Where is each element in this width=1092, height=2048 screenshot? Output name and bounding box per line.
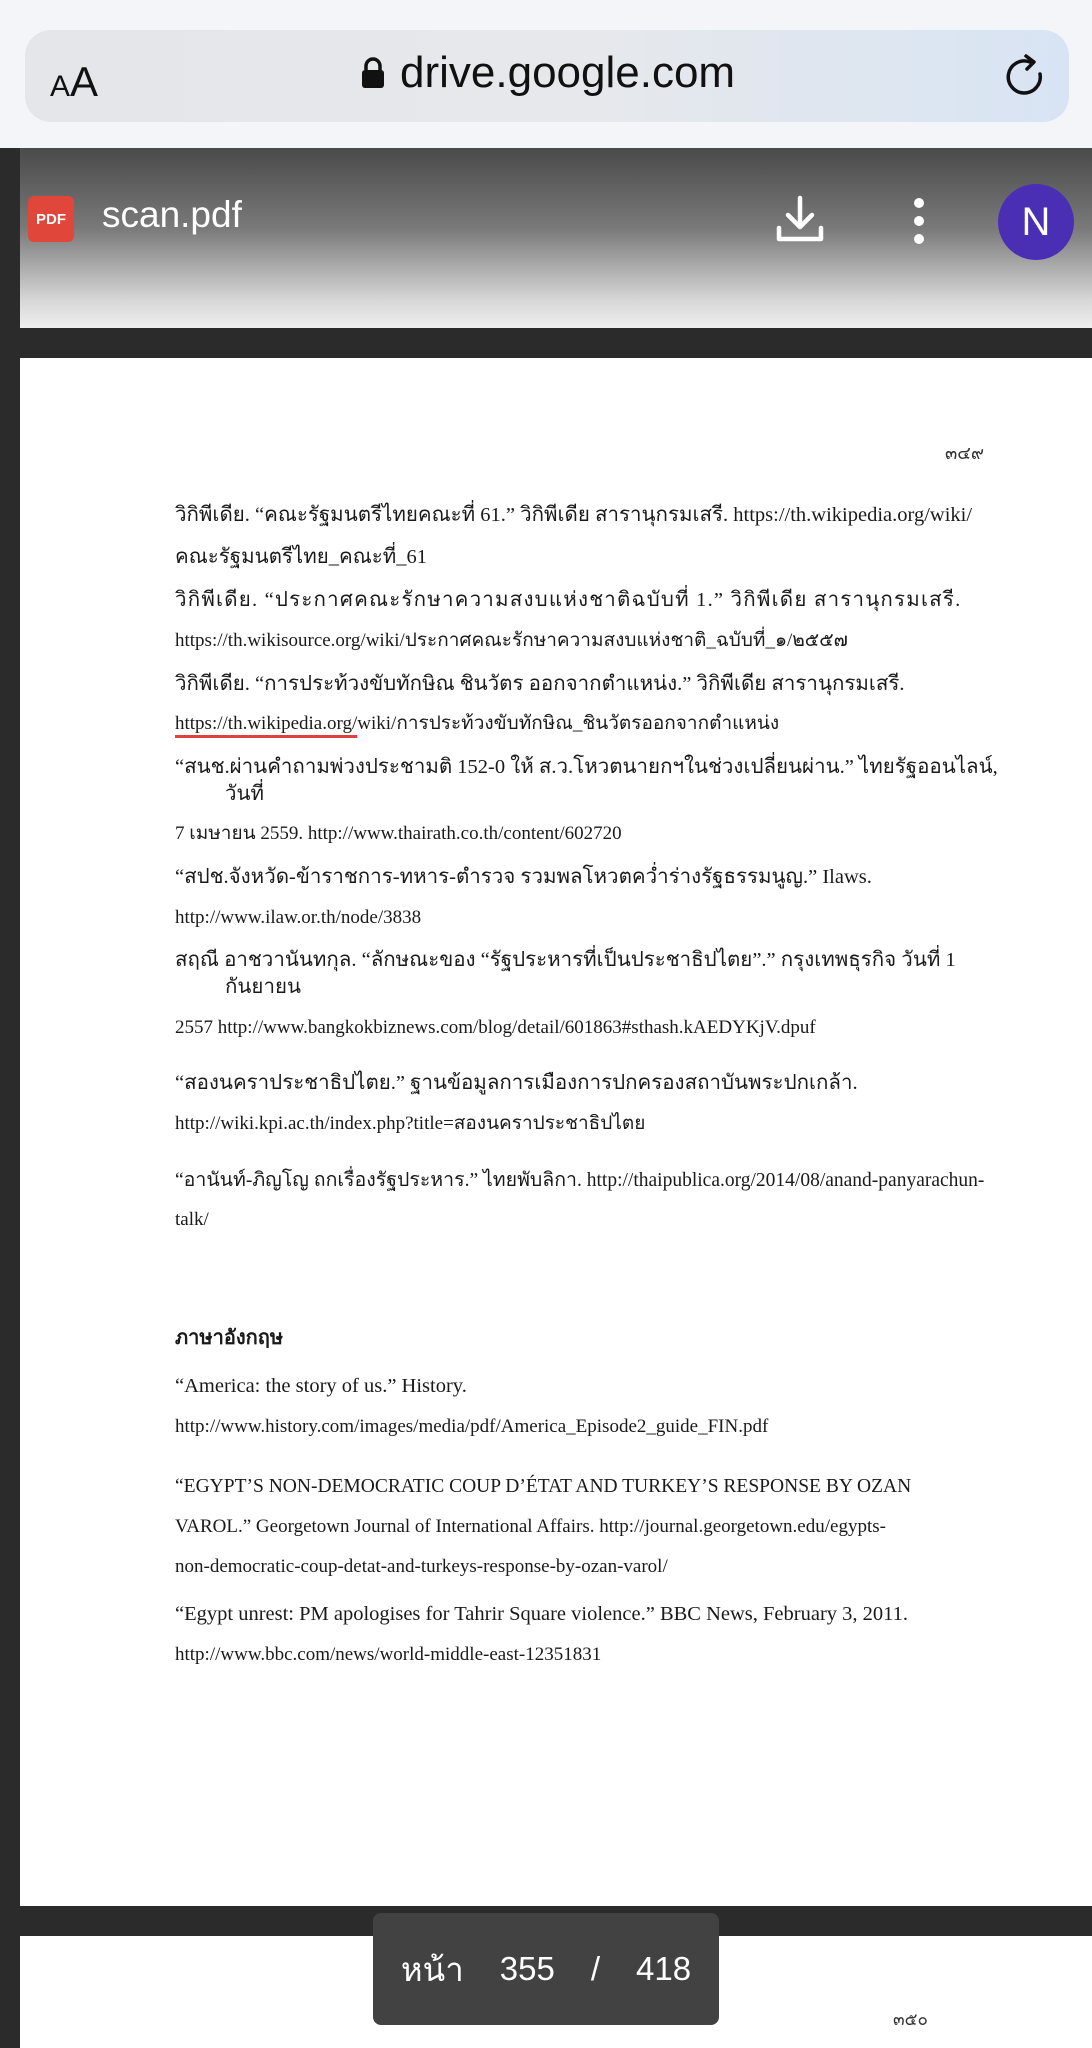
page-number: ๓๔๙ — [945, 443, 985, 463]
reference-list — [175, 502, 1015, 1668]
page-separator-slash: / — [590, 1950, 600, 1987]
lock-icon — [360, 56, 386, 90]
total-pages: 418 — [636, 1950, 692, 1987]
left-margin — [0, 148, 20, 2048]
pdf-page — [20, 358, 1092, 1906]
url-display[interactable] — [360, 48, 735, 98]
reference-entry: “America: the story of us.” History. http://www.history.com/images/media/pdf/America_Episode2_guide_FIN.pdf — [175, 1374, 769, 1437]
next-page-number: ๓๕๐ — [893, 2010, 928, 2029]
reference-entry: “สองนคราประชาธิปไตย.” ฐานข้อมูลการเมืองการปกครองสถาบันพระปกเกล้า. http://wiki.kpi.ac.th/index.php?title=สองนคราประชาธิปไตย — [175, 1072, 858, 1134]
download-icon[interactable] — [773, 192, 827, 246]
reference-entry: วิกิพีเดีย. “ประกาศคณะรักษาความสงบแห่งชาติฉบับที่ 1.” วิกิพีเดีย สารานุกรมเสรี. https://th.wikisource.org/wiki/ประกาศคณะรักษาความสงบแห่งชาติ_ฉบับที่_๑/๒๕๕๗ — [175, 589, 962, 651]
reference-entry: “สปช.จังหวัด-ข้าราชการ-ทหาร-ตำรวจ รวมพลโหวตคว่ำร่างรัฐธรรมนูญ.” Ilaws. http://www.ilaw.or.th/node/3838 — [175, 865, 872, 928]
reference-entry: วิกิพีเดีย. “คณะรัฐมนตรีไทยคณะที่ 61.” วิกิพีเดีย สารานุกรมเสรี. https://th.wikipedia.org/wiki/ คณะรัฐมนตรีไทย_คณะที่_61 — [175, 504, 973, 568]
pdf-viewer-header — [20, 148, 1092, 328]
reference-entry: “Egypt unrest: PM apologises for Tahrir Square violence.” BBC News, February 3, 2011. http://www.bbc.com/news/world-middle-east-12351831 — [175, 1603, 909, 1665]
reload-icon[interactable] — [1000, 52, 1050, 102]
page-indicator-label: หน้า — [400, 1950, 464, 1988]
section-heading: ภาษาอังกฤษ — [175, 1326, 284, 1349]
reference-entry: วิกิพีเดีย. “การประท้วงขับทักษิณ ชินวัตร ออกจากตำแหน่ง.” วิกิพีเดีย สารานุกรมเสรี. https://th.wikipedia.org/wiki/การประท้วงขับทักษิณ_ชินวัตรออกจากตำแหน่ง — [175, 672, 905, 735]
file-name: scan.pdf — [102, 194, 242, 235]
reference-entry: สฤณี อาชวานันทกุล. “ลักษณะของ “รัฐประหารที่เป็นประชาธิปไตย”.” กรุงเทพธุรกิจ วันที่ 1 กันยายน 2557 http://www.bangkokbiznews.com/blog/detail/601863#sthash.kAEDYKjV.dpuf — [175, 949, 956, 1038]
pdf-file-icon: PDF — [28, 196, 74, 242]
more-options-icon[interactable] — [907, 194, 931, 248]
account-avatar[interactable]: N — [998, 184, 1074, 260]
page-indicator — [373, 1913, 719, 2025]
reference-entry: “สนช.ผ่านคำถามพ่วงประชามติ 152-0 ให้ ส.ว.โหวตนายกฯในช่วงเปลี่ยนผ่าน.” ไทยรัฐออนไลน์, วันที่ 7 เมษายน 2559. http://www.thairath.co.th/content/602720 — [175, 755, 998, 845]
underlined-link[interactable]: https://th.wikipedia.org/ — [175, 713, 358, 735]
browser-address-bar — [0, 0, 1092, 148]
url-text: drive.google.com — [400, 48, 736, 97]
reference-entry: “อานันท์-ภิญโญ ถกเรื่องรัฐประหาร.” ไทยพับลิกา. http://thaipublica.org/2014/08/anand-panyarachun- talk/ — [175, 1169, 985, 1231]
reference-entry: “EGYPT’S NON-DEMOCRATIC COUP D’ÉTAT AND TURKEY’S RESPONSE BY OZAN VAROL.” Georgetown Journal of International Affairs. http://journal.georgetown.edu/egypts- non-democratic-coup-detat-and-turkeys-response-by-ozan-varol/ — [175, 1476, 912, 1577]
text-size-button[interactable]: A A — [50, 58, 99, 105]
current-page: 355 — [499, 1950, 555, 1987]
viewer-divider — [20, 328, 1092, 358]
